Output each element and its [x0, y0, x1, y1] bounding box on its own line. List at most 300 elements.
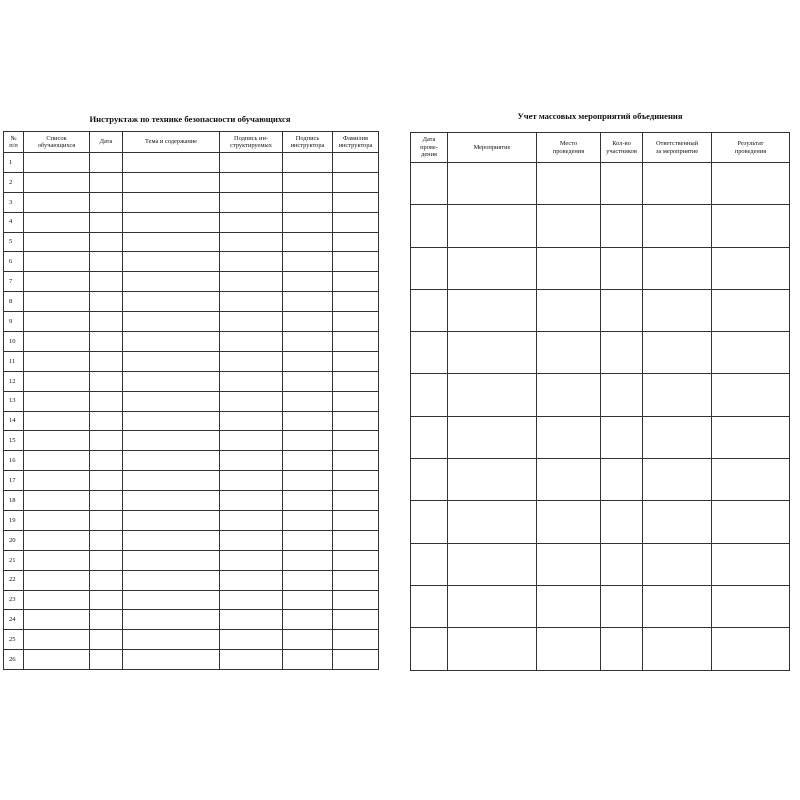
table-row: [411, 459, 790, 501]
row-number: 7: [4, 272, 24, 292]
blank-cell: [123, 650, 220, 670]
blank-cell: [123, 630, 220, 650]
table-row: [411, 501, 790, 543]
blank-cell: [643, 289, 712, 331]
table-row: [4, 232, 379, 252]
blank-cell: [411, 163, 448, 205]
table-row: [4, 272, 379, 292]
blank-cell: [283, 630, 333, 650]
row-number: 3: [4, 192, 24, 212]
blank-cell: [24, 411, 90, 431]
blank-cell: [90, 590, 123, 610]
blank-cell: [90, 570, 123, 590]
blank-cell: [283, 332, 333, 352]
blank-cell: [123, 371, 220, 391]
blank-cell: [220, 570, 283, 590]
table-row: [4, 192, 379, 212]
blank-cell: [220, 312, 283, 332]
blank-cell: [448, 585, 537, 627]
column-header: Список обучающихся: [24, 132, 90, 153]
blank-cell: [333, 172, 379, 192]
blank-cell: [24, 172, 90, 192]
table-row: [4, 351, 379, 371]
blank-cell: [643, 459, 712, 501]
blank-cell: [712, 332, 790, 374]
blank-cell: [220, 530, 283, 550]
blank-cell: [90, 550, 123, 570]
blank-cell: [333, 312, 379, 332]
row-number: 20: [4, 530, 24, 550]
blank-cell: [333, 332, 379, 352]
blank-cell: [283, 511, 333, 531]
blank-cell: [90, 610, 123, 630]
blank-cell: [220, 650, 283, 670]
blank-cell: [411, 459, 448, 501]
blank-cell: [537, 628, 601, 670]
blank-cell: [283, 272, 333, 292]
blank-cell: [90, 411, 123, 431]
blank-cell: [643, 628, 712, 670]
row-number: 25: [4, 630, 24, 650]
blank-cell: [220, 172, 283, 192]
blank-cell: [333, 192, 379, 212]
blank-cell: [90, 252, 123, 272]
blank-cell: [90, 212, 123, 232]
blank-cell: [283, 590, 333, 610]
blank-cell: [283, 451, 333, 471]
blank-cell: [643, 332, 712, 374]
blank-cell: [643, 205, 712, 247]
row-number: 22: [4, 570, 24, 590]
blank-cell: [333, 590, 379, 610]
blank-cell: [283, 530, 333, 550]
blank-cell: [601, 289, 643, 331]
table-row: [4, 511, 379, 531]
row-number: 26: [4, 650, 24, 670]
blank-cell: [601, 163, 643, 205]
blank-cell: [283, 351, 333, 371]
blank-cell: [220, 630, 283, 650]
blank-cell: [90, 650, 123, 670]
blank-cell: [712, 289, 790, 331]
safety-briefing-table: [3, 131, 379, 670]
blank-cell: [537, 163, 601, 205]
blank-cell: [24, 292, 90, 312]
blank-cell: [643, 585, 712, 627]
blank-cell: [601, 459, 643, 501]
blank-cell: [24, 570, 90, 590]
table-row: [4, 630, 379, 650]
blank-cell: [712, 543, 790, 585]
blank-cell: [283, 431, 333, 451]
column-header: Подпись инструктора: [283, 132, 333, 153]
blank-cell: [24, 491, 90, 511]
blank-cell: [643, 247, 712, 289]
blank-cell: [123, 511, 220, 531]
blank-cell: [220, 212, 283, 232]
row-number: 21: [4, 550, 24, 570]
blank-cell: [448, 501, 537, 543]
blank-cell: [333, 491, 379, 511]
row-number: 12: [4, 371, 24, 391]
blank-cell: [283, 610, 333, 630]
blank-cell: [90, 511, 123, 531]
blank-cell: [220, 431, 283, 451]
safety-briefing-title: Инструктаж по технике безопасности обучающихся: [89, 114, 291, 124]
blank-cell: [123, 411, 220, 431]
table-row: [4, 491, 379, 511]
blank-cell: [220, 411, 283, 431]
row-number: 5: [4, 232, 24, 252]
table-row: [411, 416, 790, 458]
blank-cell: [220, 292, 283, 312]
mass-events-table: [410, 132, 790, 671]
blank-cell: [283, 312, 333, 332]
blank-cell: [283, 252, 333, 272]
column-header: Подпись ин- структируемых: [220, 132, 283, 153]
blank-cell: [712, 459, 790, 501]
blank-cell: [643, 501, 712, 543]
row-number: 14: [4, 411, 24, 431]
blank-cell: [123, 391, 220, 411]
table-row: [4, 371, 379, 391]
blank-cell: [537, 205, 601, 247]
blank-cell: [123, 153, 220, 173]
blank-cell: [411, 247, 448, 289]
table-row: [4, 153, 379, 173]
blank-cell: [24, 630, 90, 650]
blank-cell: [411, 543, 448, 585]
table-row: [411, 205, 790, 247]
blank-cell: [411, 585, 448, 627]
table-row: [411, 289, 790, 331]
blank-cell: [24, 252, 90, 272]
blank-cell: [448, 247, 537, 289]
blank-cell: [333, 451, 379, 471]
blank-cell: [601, 247, 643, 289]
blank-cell: [123, 272, 220, 292]
blank-cell: [24, 550, 90, 570]
blank-cell: [283, 153, 333, 173]
table-header-row: [411, 133, 790, 163]
column-header: Кол-во участников: [601, 133, 643, 163]
blank-cell: [220, 451, 283, 471]
blank-cell: [220, 192, 283, 212]
blank-cell: [24, 351, 90, 371]
blank-cell: [601, 374, 643, 416]
blank-cell: [333, 630, 379, 650]
blank-cell: [123, 590, 220, 610]
blank-cell: [712, 501, 790, 543]
blank-cell: [123, 570, 220, 590]
blank-cell: [90, 292, 123, 312]
blank-cell: [333, 292, 379, 312]
column-header: Тема и содержание: [123, 132, 220, 153]
table-row: [411, 247, 790, 289]
blank-cell: [24, 431, 90, 451]
blank-cell: [411, 289, 448, 331]
blank-cell: [712, 163, 790, 205]
blank-cell: [24, 312, 90, 332]
blank-cell: [537, 459, 601, 501]
blank-cell: [411, 416, 448, 458]
blank-cell: [411, 205, 448, 247]
blank-cell: [220, 252, 283, 272]
column-header: Мероприятие: [448, 133, 537, 163]
blank-cell: [411, 374, 448, 416]
blank-cell: [411, 501, 448, 543]
blank-cell: [283, 550, 333, 570]
table-row: [411, 374, 790, 416]
blank-cell: [24, 451, 90, 471]
table-row: [4, 550, 379, 570]
blank-cell: [448, 628, 537, 670]
blank-cell: [283, 650, 333, 670]
table-row: [4, 172, 379, 192]
blank-cell: [448, 374, 537, 416]
blank-cell: [123, 471, 220, 491]
blank-cell: [333, 153, 379, 173]
blank-cell: [220, 272, 283, 292]
table-row: [4, 391, 379, 411]
table-row: [4, 292, 379, 312]
blank-cell: [643, 163, 712, 205]
blank-cell: [24, 650, 90, 670]
row-number: 4: [4, 212, 24, 232]
blank-cell: [283, 192, 333, 212]
table-row: [411, 163, 790, 205]
blank-cell: [220, 232, 283, 252]
column-header: Результат проведения: [712, 133, 790, 163]
blank-cell: [601, 205, 643, 247]
table-row: [4, 530, 379, 550]
blank-cell: [712, 416, 790, 458]
blank-cell: [90, 232, 123, 252]
blank-cell: [123, 491, 220, 511]
row-number: 18: [4, 491, 24, 511]
blank-cell: [90, 491, 123, 511]
blank-cell: [283, 232, 333, 252]
blank-cell: [123, 332, 220, 352]
blank-cell: [24, 272, 90, 292]
column-header: Дата: [90, 132, 123, 153]
blank-cell: [411, 332, 448, 374]
table-row: [4, 570, 379, 590]
blank-cell: [24, 391, 90, 411]
blank-cell: [643, 374, 712, 416]
blank-cell: [123, 550, 220, 570]
blank-cell: [333, 570, 379, 590]
blank-cell: [90, 272, 123, 292]
blank-cell: [333, 232, 379, 252]
blank-cell: [90, 530, 123, 550]
blank-cell: [537, 332, 601, 374]
blank-cell: [333, 411, 379, 431]
blank-cell: [24, 153, 90, 173]
table-row: [411, 543, 790, 585]
blank-cell: [220, 153, 283, 173]
blank-cell: [24, 371, 90, 391]
blank-cell: [448, 289, 537, 331]
mass-events-title: Учет массовых мероприятий объединения: [517, 111, 683, 121]
blank-cell: [411, 628, 448, 670]
blank-cell: [220, 550, 283, 570]
blank-cell: [333, 550, 379, 570]
row-number: 16: [4, 451, 24, 471]
row-number: 17: [4, 471, 24, 491]
blank-cell: [90, 312, 123, 332]
blank-cell: [90, 451, 123, 471]
blank-cell: [712, 628, 790, 670]
blank-cell: [448, 205, 537, 247]
blank-cell: [24, 471, 90, 491]
blank-cell: [448, 163, 537, 205]
table-row: [4, 610, 379, 630]
column-header: Фамилия инструктора: [333, 132, 379, 153]
blank-cell: [90, 153, 123, 173]
table-row: [4, 332, 379, 352]
blank-cell: [90, 431, 123, 451]
blank-cell: [90, 630, 123, 650]
blank-cell: [601, 543, 643, 585]
blank-cell: [24, 530, 90, 550]
blank-cell: [90, 192, 123, 212]
blank-cell: [537, 289, 601, 331]
blank-cell: [643, 543, 712, 585]
blank-cell: [123, 192, 220, 212]
table-row: [4, 451, 379, 471]
blank-cell: [537, 501, 601, 543]
blank-cell: [24, 332, 90, 352]
blank-cell: [712, 205, 790, 247]
blank-cell: [220, 391, 283, 411]
table-row: [4, 431, 379, 451]
blank-cell: [220, 610, 283, 630]
blank-cell: [333, 471, 379, 491]
blank-cell: [123, 610, 220, 630]
blank-cell: [123, 172, 220, 192]
blank-cell: [90, 332, 123, 352]
blank-cell: [537, 543, 601, 585]
blank-cell: [90, 172, 123, 192]
blank-cell: [601, 416, 643, 458]
row-number: 9: [4, 312, 24, 332]
blank-cell: [283, 570, 333, 590]
blank-cell: [220, 511, 283, 531]
row-number: 11: [4, 351, 24, 371]
column-header: № п/п: [4, 132, 24, 153]
blank-cell: [537, 374, 601, 416]
table-row: [4, 411, 379, 431]
table-row: [4, 212, 379, 232]
table-row: [411, 585, 790, 627]
blank-cell: [333, 252, 379, 272]
column-header: Место проведения: [537, 133, 601, 163]
column-header: Ответственный за мероприятие: [643, 133, 712, 163]
blank-cell: [123, 312, 220, 332]
blank-cell: [220, 471, 283, 491]
blank-cell: [601, 628, 643, 670]
row-number: 1: [4, 153, 24, 173]
row-number: 23: [4, 590, 24, 610]
blank-cell: [123, 232, 220, 252]
blank-cell: [24, 192, 90, 212]
blank-cell: [220, 491, 283, 511]
blank-cell: [220, 371, 283, 391]
blank-cell: [220, 332, 283, 352]
blank-cell: [24, 212, 90, 232]
blank-cell: [333, 511, 379, 531]
blank-cell: [333, 212, 379, 232]
blank-cell: [283, 391, 333, 411]
blank-cell: [90, 351, 123, 371]
table-row: [4, 312, 379, 332]
blank-cell: [333, 351, 379, 371]
blank-cell: [333, 610, 379, 630]
blank-cell: [123, 292, 220, 312]
blank-cell: [448, 459, 537, 501]
blank-cell: [537, 247, 601, 289]
blank-cell: [333, 650, 379, 670]
blank-cell: [90, 471, 123, 491]
blank-cell: [712, 374, 790, 416]
blank-cell: [537, 585, 601, 627]
blank-cell: [333, 391, 379, 411]
blank-cell: [448, 416, 537, 458]
row-number: 13: [4, 391, 24, 411]
blank-cell: [712, 585, 790, 627]
blank-cell: [601, 501, 643, 543]
row-number: 10: [4, 332, 24, 352]
blank-cell: [283, 471, 333, 491]
blank-cell: [123, 252, 220, 272]
table-header-row: [4, 132, 379, 153]
blank-cell: [283, 292, 333, 312]
row-number: 6: [4, 252, 24, 272]
table-row: [411, 628, 790, 670]
row-number: 19: [4, 511, 24, 531]
blank-cell: [333, 371, 379, 391]
row-number: 8: [4, 292, 24, 312]
blank-cell: [123, 351, 220, 371]
blank-cell: [712, 247, 790, 289]
table-row: [4, 590, 379, 610]
blank-cell: [333, 530, 379, 550]
blank-cell: [643, 416, 712, 458]
blank-cell: [283, 491, 333, 511]
blank-cell: [24, 610, 90, 630]
blank-cell: [123, 212, 220, 232]
blank-cell: [537, 416, 601, 458]
table-row: [4, 650, 379, 670]
blank-cell: [90, 371, 123, 391]
blank-cell: [283, 172, 333, 192]
blank-cell: [333, 431, 379, 451]
blank-cell: [24, 232, 90, 252]
row-number: 24: [4, 610, 24, 630]
blank-cell: [448, 543, 537, 585]
blank-cell: [123, 451, 220, 471]
column-header: Дата прове- дения: [411, 133, 448, 163]
blank-cell: [24, 590, 90, 610]
blank-cell: [283, 411, 333, 431]
blank-cell: [601, 585, 643, 627]
blank-cell: [24, 511, 90, 531]
blank-cell: [601, 332, 643, 374]
blank-cell: [333, 272, 379, 292]
blank-cell: [90, 391, 123, 411]
table-row: [4, 471, 379, 491]
